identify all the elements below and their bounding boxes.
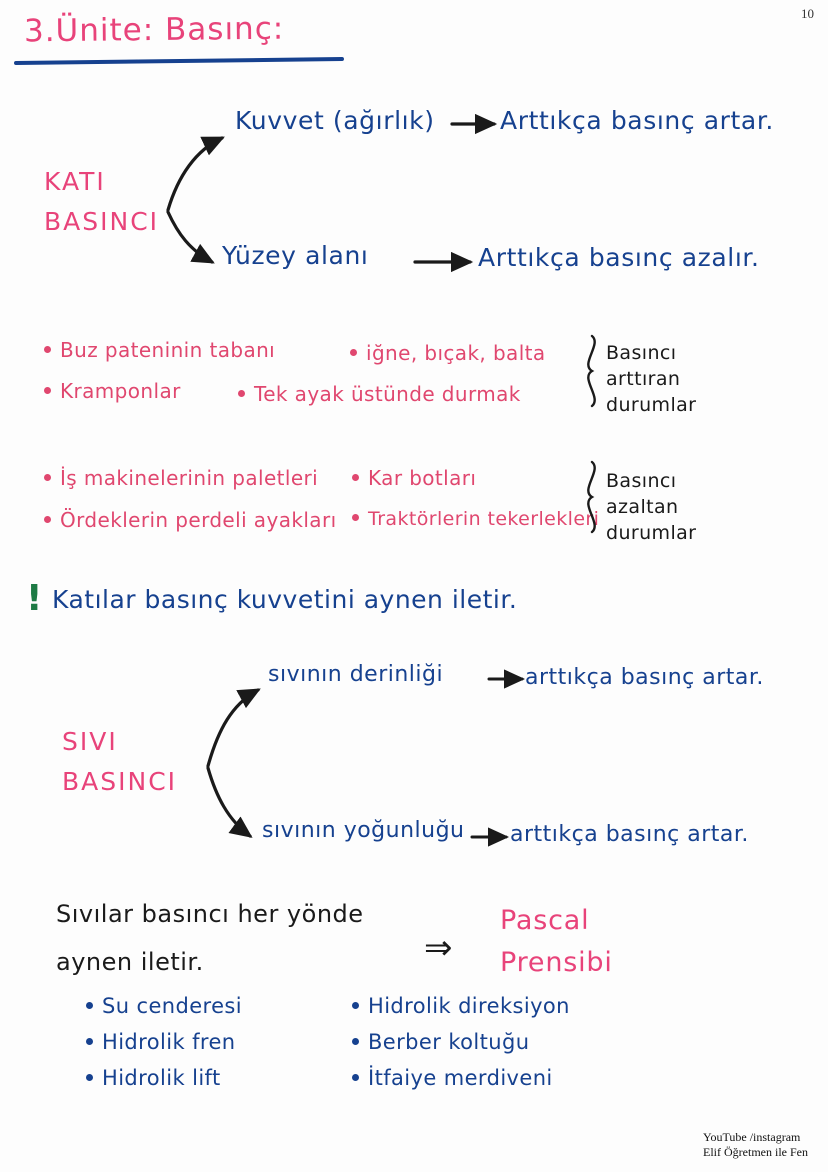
solid-branch2-arrow	[168, 212, 212, 262]
increase-example-right-2: Tek ayak üstünde durmak	[238, 382, 521, 406]
decrease-example-left-1: İş makinelerinin paletleri	[44, 466, 318, 490]
solid-branch1-result: Arttıkça basınç artar.	[500, 106, 774, 135]
bullet-dot-icon	[44, 516, 51, 523]
list-item: Hidrolik direksiyon	[352, 988, 570, 1024]
bullet-dot-icon	[352, 514, 359, 521]
list-item: İtfaiye merdiveni	[352, 1060, 570, 1096]
decrease-brace-label: Basıncı azaltan durumlar	[606, 470, 697, 544]
liquid-pressure-label-line2: BASINCI	[62, 767, 178, 796]
solid-pressure-label	[44, 162, 159, 242]
increase-brace	[588, 336, 594, 406]
solid-branch2-result: Arttıkça basınç azalır.	[478, 243, 760, 272]
decrease-example-left-2: Ördeklerin perdeli ayakları	[44, 508, 337, 532]
title-underline	[14, 57, 344, 65]
bullet-dot-icon	[44, 346, 51, 353]
pascal-statement-line1: Sıvılar basıncı her yönde	[56, 900, 364, 928]
bullet-dot-icon	[350, 349, 357, 356]
list-item: Hidrolik fren	[86, 1024, 242, 1060]
liquid-branch1-cause: sıvının derinliği	[268, 662, 444, 687]
footer-line2: Elif Öğretmen ile Fen	[703, 1145, 808, 1159]
bullet-dot-icon	[86, 1002, 93, 1009]
increase-example-right-1: iğne, bıçak, balta	[350, 341, 546, 365]
bullet-dot-icon	[86, 1038, 93, 1045]
bullet-dot-icon	[352, 1074, 359, 1081]
increase-example-left-2: Kramponlar	[44, 379, 181, 403]
bullet-dot-icon	[238, 390, 245, 397]
liquid-pressure-label	[62, 722, 177, 802]
footer-line1: YouTube /instagram	[703, 1130, 801, 1144]
solid-note-text: Katılar basınç kuvvetini aynen iletir.	[52, 585, 518, 614]
decrease-example-right-1: Kar botları	[352, 466, 476, 490]
page-title: 3.Ünite: Basınç:	[23, 10, 285, 50]
liquid-branch2-cause: sıvının yoğunluğu	[262, 818, 465, 843]
list-item: Berber koltuğu	[352, 1024, 570, 1060]
solid-pressure-label-line2: BASINCI	[44, 207, 160, 236]
footer	[703, 1130, 808, 1160]
liquid-branch2-arrow	[208, 768, 250, 836]
bullet-dot-icon	[44, 474, 51, 481]
list-item: Hidrolik lift	[86, 1060, 242, 1096]
solid-branch2-cause: Yüzey alanı	[222, 241, 369, 270]
liquid-pressure-label-line1: SIVI	[62, 727, 118, 756]
liquid-branch1-arrow	[208, 690, 258, 766]
bullet-dot-icon	[352, 1038, 359, 1045]
bullet-dot-icon	[352, 474, 359, 481]
page-number: 10	[801, 6, 814, 21]
bullet-dot-icon	[352, 1002, 359, 1009]
pascal-name-line2: Prensibi	[500, 947, 613, 978]
solid-branch1-cause: Kuvvet (ağırlık)	[235, 106, 435, 135]
liquid-branch1-result: arttıkça basınç artar.	[525, 665, 764, 690]
solid-branch1-arrow	[168, 138, 222, 210]
double-arrow-icon: ⇒	[424, 928, 453, 968]
pascal-statement-line2: aynen iletir.	[56, 948, 204, 976]
decrease-example-right-2: Traktörlerin tekerlekleri	[352, 508, 599, 530]
increase-brace-label: Basıncı arttıran durumlar	[606, 342, 697, 416]
pascal-examples-right	[352, 988, 570, 1096]
bullet-dot-icon	[44, 387, 51, 394]
pascal-statement	[56, 890, 364, 986]
increase-example-left-1: Buz pateninin tabanı	[44, 338, 275, 362]
exclamation-icon: !	[26, 578, 43, 619]
pascal-principle-name	[500, 900, 613, 984]
solid-pressure-label-line1: KATI	[44, 167, 106, 196]
list-item: Su cenderesi	[86, 988, 242, 1024]
bullet-dot-icon	[86, 1074, 93, 1081]
pascal-name-line1: Pascal	[500, 905, 590, 936]
pascal-examples-left	[86, 988, 242, 1096]
liquid-branch2-result: arttıkça basınç artar.	[510, 822, 749, 847]
